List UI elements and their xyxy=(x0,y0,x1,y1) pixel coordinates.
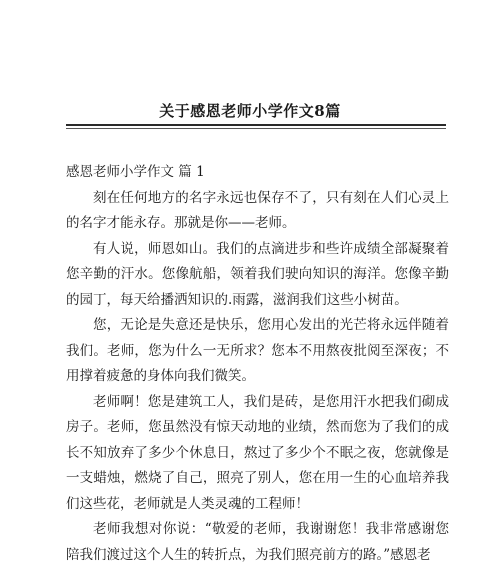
paragraph-3: 您，无论是失意还是快乐，您用心发出的光芒将永远伴随着我们。老师，您为什么一无所求？您本不用熬夜批阅至深夜；不用撑着疲惫的身体向我们微笑。 xyxy=(66,317,449,384)
document-body xyxy=(66,160,449,568)
document-title: 关于感恩老师小学作文8篇 xyxy=(159,102,341,120)
title-divider-thin xyxy=(66,128,446,129)
paragraph-5: 老师我想对你说：“敬爱的老师，我谢谢您！我非常感谢您陪我们渡过这个人生的转折点，为我们照亮前方的路。”感恩老 xyxy=(66,521,449,563)
paragraph-2: 有人说，师恩如山。我们的点滴进步和些许成绩全部凝聚着您辛勤的汗水。您像航船，领着我们驶向知识的海洋。您像辛勤的园丁，每天给播洒知识的.雨露，滋润我们这些小树苗。 xyxy=(66,240,449,308)
paragraph-1: 刻在任何地方的名字永远也保存不了，只有刻在人们心灵上的名字才能永存。那就是你——老师。 xyxy=(66,189,449,231)
paragraph-4: 老师啊！您是建筑工人，我们是砖，是您用汗水把我们砌成房子。老师，您虽然没有惊天动地的业绩，然而您为了我们的成长不知放弃了多少个休息日，熬过了多少个不眠之夜，您就像是一支蜡烛，燃烧了自己，照亮了别人，您在用一生的心血培养我们这些花，老师就是人类灵魂的工程师！ xyxy=(66,393,449,512)
title-divider-thick xyxy=(66,124,446,126)
section-heading: 感恩老师小学作文 篇 1 xyxy=(66,164,205,180)
